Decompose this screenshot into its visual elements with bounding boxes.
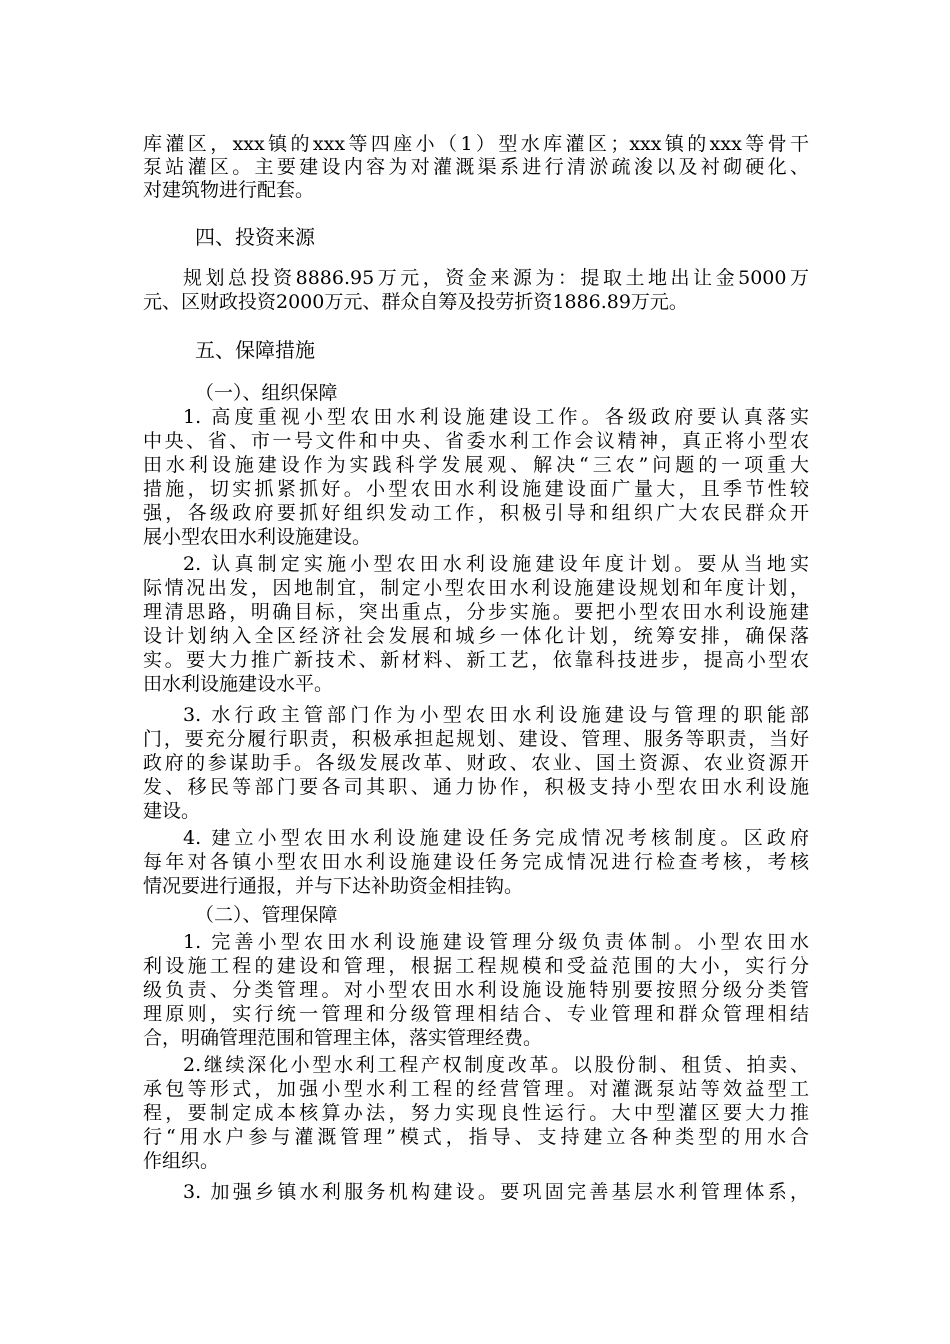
paragraph-line: 泵站灌区。主要建设内容为对灌溉渠系进行清淤疏浚以及衬砌硬化、 xyxy=(143,156,809,178)
paragraph-line: 1. 高度重视小型农田水利设施建设工作。各级政府要认真落实 xyxy=(183,406,809,428)
paragraph-line: 每年对各镇小型农田水利设施建设任务完成情况进行检查考核，考核 xyxy=(143,851,809,873)
paragraph-line: 实。要大力推广新技术、新材料、新工艺，依靠科技进步，提高小型农 xyxy=(143,649,809,671)
paragraph-line: 建设。 xyxy=(143,800,201,822)
paragraph-line: 作组织。 xyxy=(143,1150,220,1172)
paragraph-line: 2.继续深化小型水利工程产权制度改革。以股份制、租赁、拍卖、 xyxy=(183,1054,809,1076)
paragraph-line: 3. 加强乡镇水利服务机构建设。要巩固完善基层水利管理体系， xyxy=(183,1181,809,1203)
paragraph-line: 设计划纳入全区经济社会发展和城乡一体化计划，统筹安排，确保落 xyxy=(143,625,809,647)
paragraph-line: 际情况出发，因地制宜，制定小型农田水利设施建设规划和年度计划， xyxy=(143,577,809,599)
subsection-heading: （二）、管理保障 xyxy=(195,904,338,926)
paragraph-line: 中央、省、市一号文件和中央、省委水利工作会议精神，真正将小型农 xyxy=(143,430,809,452)
paragraph-line: 情况要进行通报，并与下达补助资金相挂钩。 xyxy=(143,875,524,897)
paragraph-line: 2. 认真制定实施小型农田水利设施建设年度计划。要从当地实 xyxy=(183,553,809,575)
paragraph-line: 发、移民等部门要各司其职、通力协作，积极支持小型农田水利设施 xyxy=(143,776,809,798)
paragraph-line: 政府的参谋助手。各级发展改革、财政、农业、国土资源、农业资源开 xyxy=(143,752,809,774)
paragraph-line: 库灌区，xxx镇的xxx等四座小（1）型水库灌区；xxx镇的xxx等骨干 xyxy=(143,133,809,155)
paragraph-line: 理原则，实行统一管理和分级管理相结合、专业管理和群众管理相结 xyxy=(143,1003,809,1025)
subsection-heading: （一）、组织保障 xyxy=(195,382,338,404)
paragraph-line: 利设施工程的建设和管理，根据工程规模和受益范围的大小，实行分 xyxy=(143,955,809,977)
paragraph-line: 级负责、分类管理。对小型农田水利设施设施特别要按照分级分类管 xyxy=(143,979,809,1001)
paragraph-line: 门，要充分履行职责，积极承担起规划、建设、管理、服务等职责，当好 xyxy=(143,728,809,750)
paragraph-line: 强，各级政府要抓好组织发动工作，积极引导和组织广大农民群众开 xyxy=(143,502,809,524)
paragraph-line: 程，要制定成本核算办法，努力实现良性运行。大中型灌区要大力推 xyxy=(143,1102,809,1124)
paragraph-line: 3. 水行政主管部门作为小型农田水利设施建设与管理的职能部 xyxy=(183,704,809,726)
paragraph-line: 对建筑物进行配套。 xyxy=(143,179,315,201)
paragraph-line: 田水利设施建设作为实践科学发展观、解决“三农”问题的一项重大 xyxy=(143,454,809,476)
paragraph-line: 理清思路，明确目标，突出重点，分步实施。要把小型农田水利设施建 xyxy=(143,601,809,623)
section-heading: 五、保障措施 xyxy=(195,338,315,362)
paragraph-line: 4. 建立小型农田水利设施建设任务完成情况考核制度。区政府 xyxy=(183,827,809,849)
section-heading: 四、投资来源 xyxy=(195,225,315,249)
paragraph-line: 措施，切实抓紧抓好。小型农田水利设施建设面广量大，且季节性较 xyxy=(143,478,809,500)
paragraph-line: 田水利设施建设水平。 xyxy=(143,673,334,695)
paragraph-line: 承包等形式，加强小型水利工程的经营管理。对灌溉泵站等效益型工 xyxy=(143,1078,809,1100)
paragraph-line: 展小型农田水利设施建设。 xyxy=(143,526,372,548)
paragraph-line: 元、区财政投资2000万元、群众自筹及投劳折资1886.89万元。 xyxy=(143,291,688,313)
paragraph-line: 规划总投资8886.95万元，资金来源为：提取土地出让金5000万 xyxy=(183,267,809,289)
paragraph-line: 合，明确管理范围和管理主体，落实管理经费。 xyxy=(143,1027,543,1049)
paragraph-line: 行“用水户参与灌溉管理”模式，指导、支持建立各种类型的用水合 xyxy=(143,1126,809,1148)
paragraph-line: 1. 完善小型农田水利设施建设管理分级负责体制。小型农田水 xyxy=(183,931,809,953)
